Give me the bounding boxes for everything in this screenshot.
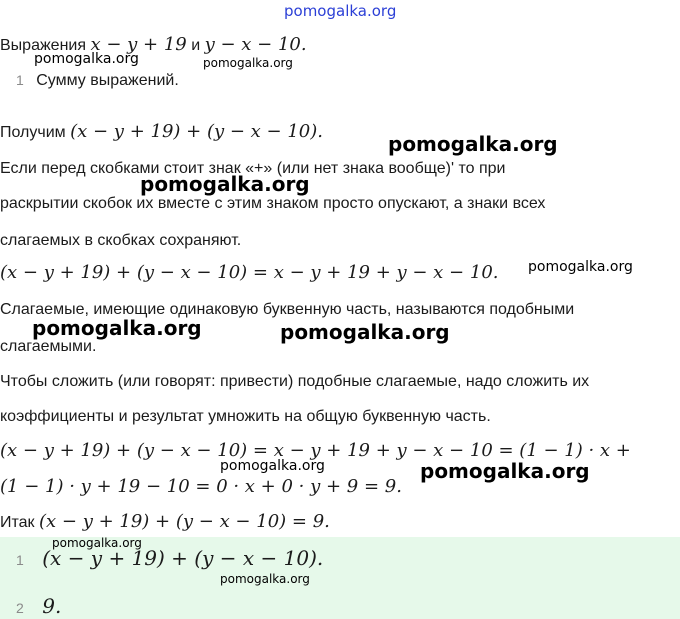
equation-2-line-1: (x − y + 19) + (y − x − 10) = x − y + 19 + y − x − 10 = (1 − 1) · x + [0,440,631,461]
watermark-1: pomogalka.org [34,51,139,67]
result-expr: (x − y + 19) + (y − x − 10) = 9. [39,511,330,532]
watermark-2: pomogalka.org [203,56,293,70]
watermark-8: pomogalka.org [220,458,325,474]
rule-line-2: раскрытии скобок их вместе с этим знаком просто опускают, а знаки всех [0,195,546,212]
task-item [16,72,179,90]
answer-text-1: (x − y + 19) + (y − x − 10). [42,546,324,570]
rule-line-3: слагаемых в скобках сохраняют. [0,232,242,249]
intro-and: и [191,37,201,54]
combine-line-2: коэффициенты и результат умножить на общую буквенную часть. [0,408,491,425]
watermark-10: pomogalka.org [52,536,142,550]
watermark-11: pomogalka.org [220,572,310,586]
intro-expr1: x − y + 19 [90,34,187,55]
get-expr: (x − y + 19) + (y − x − 10). [70,121,323,142]
answer-number-2: 2 [16,600,24,616]
rule-line-1: Если перед скобками стоит знак «+» (или нет знака вообще)' то при [0,160,506,177]
get-label: Получим [0,124,66,141]
result-label: Итак [0,514,35,531]
equation-2-line-2: (1 − 1) · y + 19 − 10 = 0 · x + 0 · y + 9 = 9. [0,476,402,497]
intro-expr2: y − x − 10. [204,34,307,55]
answer-text-2: 9. [42,594,62,618]
combine-line-1: Чтобы сложить (или говорят: привести) подобные слагаемые, надо сложить их [0,373,590,390]
equation-1: (x − y + 19) + (y − x − 10) = x − y + 19 + y − x − 10. [0,262,499,283]
watermark-5: pomogalka.org [528,259,633,275]
watermark-7: pomogalka.org [280,320,450,344]
similar-line-2: слагаемыми. [0,338,97,355]
answer-item-2 [16,594,61,618]
watermark-6: pomogalka.org [32,316,202,340]
get-line [0,121,323,142]
answer-number-1: 1 [16,552,24,568]
intro-word: Выражения [0,37,87,54]
watermark-3: pomogalka.org [388,132,558,156]
watermark-9: pomogalka.org [420,459,590,483]
task-text: Сумму выражений. [36,72,179,89]
task-number: 1 [16,72,24,88]
watermark-top: pomogalka.org [284,2,397,20]
similar-line-1: Слагаемые, имеющие одинаковую буквенную часть, называются подобными [0,301,575,318]
result-line [0,511,330,532]
watermark-4: pomogalka.org [140,172,310,196]
